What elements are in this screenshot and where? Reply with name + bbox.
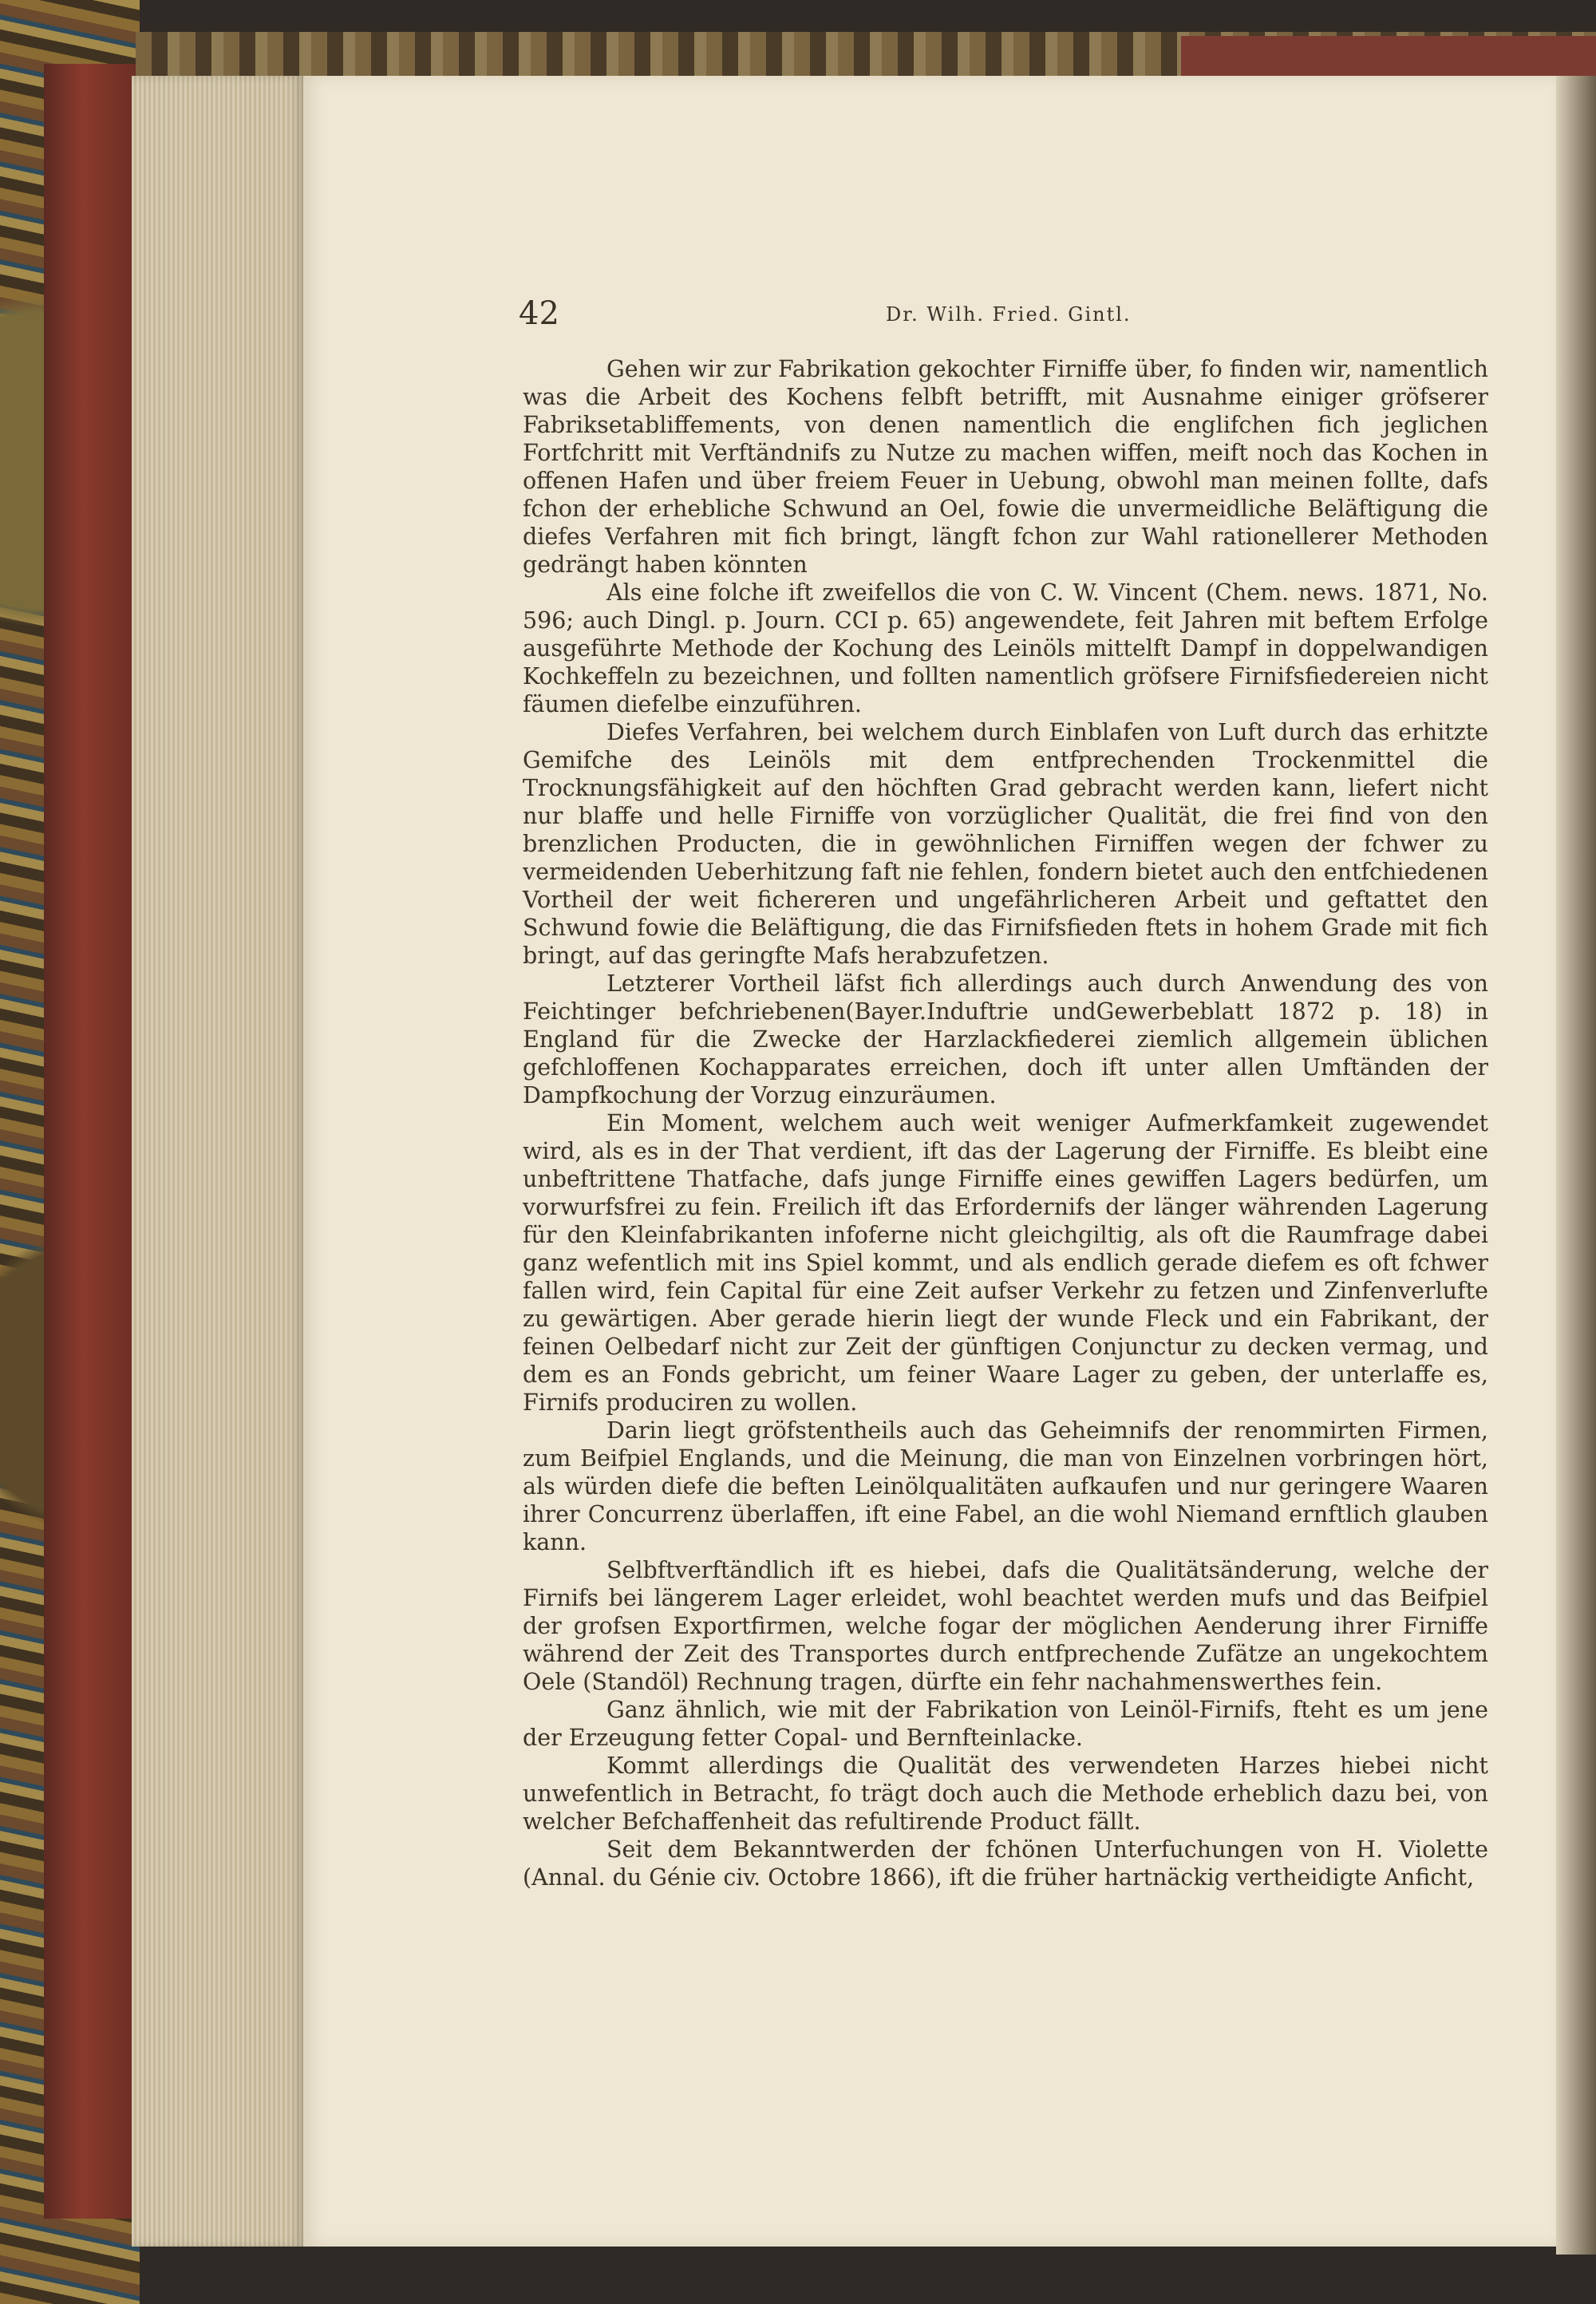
body-text — [523, 355, 1488, 1891]
running-head: Dr. Wilh. Fried. Gintl. — [886, 303, 1132, 326]
page-header — [519, 295, 1492, 343]
paragraph: Kommt allerdings die Qualität des verwendeten Harzes hiebei nicht unwefentlich in Betracht, fo trägt doch auch die Methode erheblich dazu bei, von welcher Befchaffenheit das refultirende Product fällt. — [523, 1753, 1488, 1835]
paragraph: Ein Moment, welchem auch weit weniger Aufmerkfamkeit zugewendet wird, als es in der That verdient, ift das der Lagerung der Firniffe. Es bleibt eine unbeftrittene Thatfache, dafs junge Firniffe eines gewiffen Lagers bedürfen, um vorwurfsfrei zu fein. Freilich ift das Erfordernifs der länger währenden Lagerung für den Kleinfabrikanten infoferne nicht gleichgiltig, als oft die Raumfrage dabei ganz wefentlich mit ins Spiel kommt, und als endlich gerade diefem es oft fchwer fallen wird, fein Capital für eine Zeit aufser Verkehr zu fetzen und Zinfenverlufte zu gewärtigen. Aber gerade hierin liegt der wunde Fleck und ein Fabrikant, der feinen Oelbedarf nicht zur Zeit der günftigen Conjunctur zu decken vermag, und dem es an Fonds gebricht, um feiner Waare Lager zu geben, der unterlaffe es, Firnifs produciren zu wollen. — [523, 1110, 1488, 1416]
book-gutter — [1556, 76, 1596, 2255]
book-spine-binding — [44, 64, 140, 2219]
page-number: 42 — [519, 295, 559, 332]
page-edge-stack — [132, 76, 303, 2247]
paragraph: Als eine folche ift zweifellos die von C. W. Vincent (Chem. news. 1871, No. 596; auch Dingl. p. Journ. CCI p. 65) angewendete, feit Jahren mit beftem Erfolge ausgeführte Methode der Kochung des Leinöls mittelft Dampf in doppelwandigen Kochkeffeln zu bezeichnen, und follten namentlich gröfsere Firnifsfiedereien nicht fäumen diefelbe einzuführen. — [523, 579, 1488, 717]
paragraph: Ganz ähnlich, wie mit der Fabrikation von Leinöl-Firnifs, fteht es um jene der Erzeugung fetter Copal- und Bernfteinlacke. — [523, 1697, 1488, 1751]
paragraph: Diefes Verfahren, bei welchem durch Einblafen von Luft durch das erhitzte Gemifche des Leinöls mit dem entfprechenden Trockenmittel die Trocknungsfähigkeit auf den höchften Grad gebracht werden kann, liefert nicht nur blaffe und helle Firniffe von vorzüglicher Qualität, die frei find von den brenzlichen Producten, die in gewöhnlichen Firniffen wegen der fchwer zu vermeidenden Ueberhitzung faft nie fehlen, fondern bietet auch den entfchiedenen Vortheil der weit fichereren und ungefährlicheren Arbeit und geftattet den Schwund fowie die Beläftigung, die das Firnifsfieden ftets in hohem Grade mit fich bringt, auf das geringfte Mafs herabzufetzen. — [523, 719, 1488, 969]
cover-top-red-edge — [1181, 36, 1596, 80]
paragraph: Darin liegt gröfstentheils auch das Geheimnifs der renommirten Firmen, zum Beifpiel Englands, und die Meinung, die man von Einzelnen vorbringen hört, als würden diefe die beften Leinölqualitäten aufkaufen und nur geringere Waaren ihrer Concurrenz überlaffen, ift eine Fabel, an die wohl Niemand ernftlich glauben kann. — [523, 1417, 1488, 1555]
paragraph: Letzterer Vortheil läfst fich allerdings auch durch Anwendung des von Feichtinger befchriebenen(Bayer.Induftrie undGewerbeblatt 1872 p. 18) in England für die Zwecke der Harzlackfiederei ziemlich allgemein üblichen gefchloffenen Kochapparates erreichen, doch ift unter allen Umftänden der Dampfkochung der Vorzug einzuräumen. — [523, 970, 1488, 1109]
paragraph: Gehen wir zur Fabrikation gekochter Firniffe über, fo finden wir, namentlich was die Arbeit des Kochens felbft betrifft, mit Ausnahme einiger gröfserer Fabriksetabliffements, von denen namentlich die englifchen fich jeglichen Fortfchritt mit Verftändnifs zu Nutze zu machen wiffen, meift noch das Kochen in offenen Hafen und über freiem Feuer in Uebung, obwohl man meinen follte, dafs fchon der erhebliche Schwund an Oel, fowie die unvermeidliche Beläftigung die diefes Verfahren mit fich bringt, längft fchon zur Wahl rationellerer Methoden gedrängt haben könnten — [523, 356, 1488, 578]
paragraph: Seit dem Bekanntwerden der fchönen Unterfuchungen von H. Violette (Annal. du Génie civ. Octobre 1866), ift die früher hartnäckig vertheidigte Anficht, — [523, 1836, 1488, 1891]
paragraph: Selbftverftändlich ift es hiebei, dafs die Qualitätsänderung, welche der Firnifs bei längerem Lager erleidet, wohl beachtet werden mufs und das Beifpiel der grofsen Exportfirmen, welche fogar der möglichen Aenderung ihrer Firniffe während der Zeit des Transportes durch entfprechende Zufätze an ungekochtem Oele (Standöl) Rechnung tragen, dürfte ein fehr nachahmenswerthes fein. — [523, 1557, 1488, 1695]
